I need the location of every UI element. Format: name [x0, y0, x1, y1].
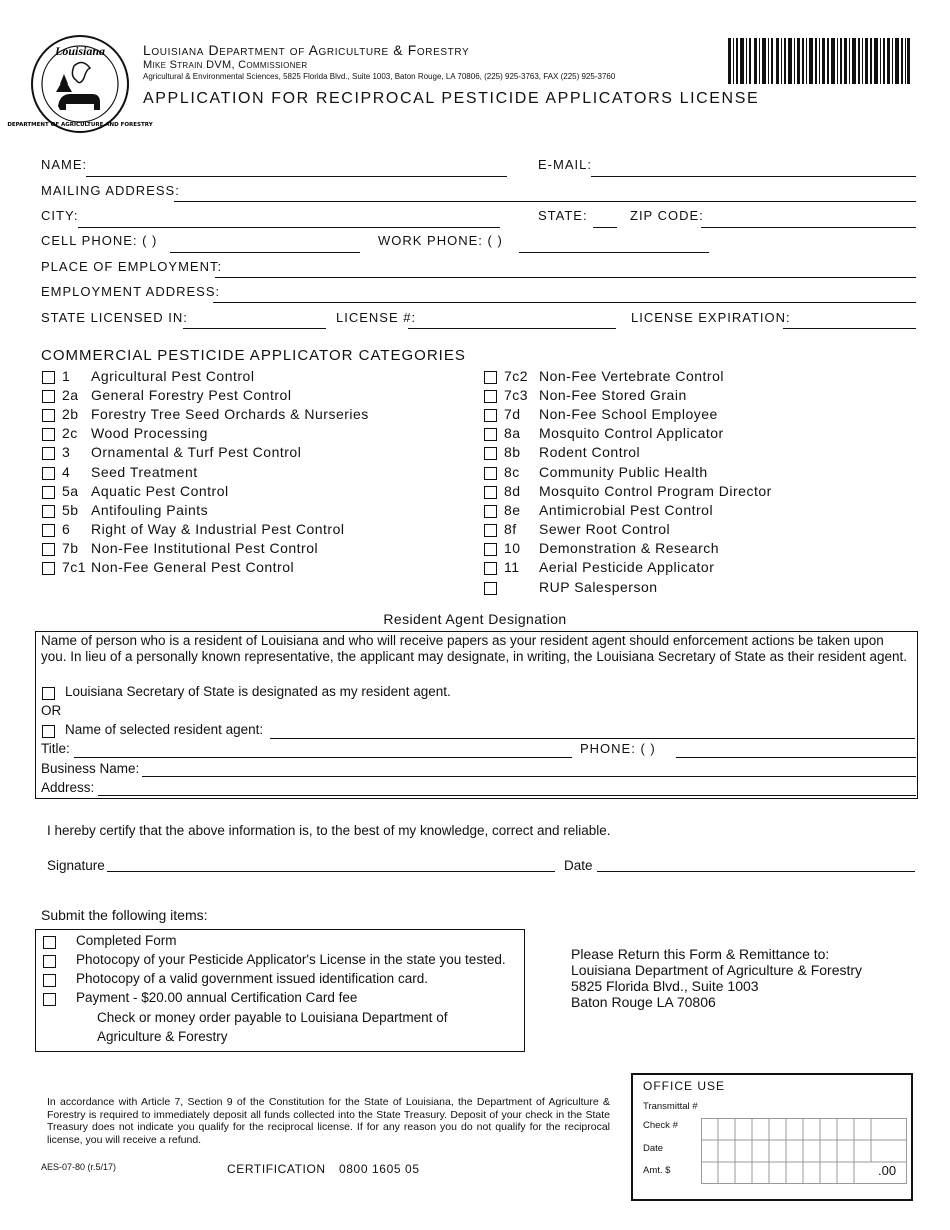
submit-item: Photocopy of your Pesticide Applicator's License in the state you tested.	[76, 952, 506, 967]
cell-phone-input[interactable]	[170, 252, 360, 253]
employment-address-label: EMPLOYMENT ADDRESS:	[41, 284, 221, 299]
submit-item: Payment - $20.00 annual Certification Card fee	[76, 990, 358, 1005]
payment-note: Check or money order payable to Louisiana Department of	[97, 1010, 448, 1025]
place-of-employment-input[interactable]	[215, 277, 916, 278]
license-expiration-label: LICENSE EXPIRATION:	[631, 310, 791, 325]
id-copy-checkbox[interactable]	[43, 974, 56, 987]
form-title: APPLICATION FOR RECIPROCAL PESTICIDE APPLICATORS LICENSE	[143, 90, 760, 107]
check-number-label: Check #	[643, 1120, 678, 1131]
place-of-employment-label: PLACE OF EMPLOYMENT:	[41, 259, 223, 274]
submit-item: Photocopy of a valid government issued identification card.	[76, 971, 428, 986]
name-input[interactable]	[86, 176, 507, 177]
category-checkbox[interactable]	[484, 486, 497, 499]
return-heading: Please Return this Form & Remittance to:	[571, 946, 830, 962]
work-phone-input[interactable]	[519, 252, 709, 253]
resident-agent-heading: Resident Agent Designation	[383, 611, 567, 627]
seal-ring-text: DEPARTMENT OF AGRICULTURE AND FORESTRY	[7, 122, 153, 128]
office-use-grid[interactable]	[701, 1118, 908, 1184]
category-checkbox[interactable]	[42, 486, 55, 499]
mailing-address-input[interactable]	[174, 201, 916, 202]
office-date-label: Date	[643, 1143, 664, 1154]
form-number: AES-07-80 (r.5/17)	[41, 1162, 117, 1172]
work-phone-label: WORK PHONE: ( )	[378, 233, 503, 248]
license-expiration-input[interactable]	[783, 328, 916, 329]
category-checkbox[interactable]	[42, 467, 55, 480]
category-checkbox[interactable]	[484, 409, 497, 422]
business-name-input[interactable]	[142, 776, 916, 777]
category-checkbox[interactable]	[484, 562, 497, 575]
submit-item: Completed Form	[76, 933, 177, 948]
category-checkbox[interactable]	[484, 428, 497, 441]
category-checkbox[interactable]	[484, 505, 497, 518]
employment-address-input[interactable]	[213, 302, 916, 303]
state-input[interactable]	[593, 227, 617, 228]
secretary-of-state-option: Louisiana Secretary of State is designated as my resident agent.	[65, 684, 451, 699]
agent-title-input[interactable]	[74, 757, 572, 758]
category-checkbox[interactable]	[484, 524, 497, 537]
agent-phone-input[interactable]	[676, 757, 916, 758]
signature-label: Signature	[47, 858, 105, 873]
category-checkbox[interactable]	[484, 390, 497, 403]
category-checkbox[interactable]	[42, 409, 55, 422]
license-copy-checkbox[interactable]	[43, 955, 56, 968]
return-street: 5825 Florida Blvd., Suite 1003	[571, 978, 759, 994]
department-address: Agricultural & Environmental Sciences, 5825 Florida Blvd., Suite 1003, Baton Rouge, LA 70806, (225) 925-3763, FAX (225) 925-3760	[143, 72, 616, 81]
state-licensed-in-label: STATE LICENSED IN:	[41, 310, 188, 325]
amount-cents: .00	[878, 1163, 897, 1178]
secretary-of-state-checkbox[interactable]	[42, 687, 55, 700]
agent-phone-label: PHONE: ( )	[580, 741, 656, 756]
deposit-notice: In accordance with Article 7, Section 9 of the Constitution for the State of Louisiana, the Department of Agriculture & Forestry is required to immediately deposit all funds collected into the State Treasury. Deposit of your check in the State Treasury does not indicate you qualify for the reciprocal license. If for any reason you do not qualify for the reciprocal license, you will receive a refund.	[47, 1096, 610, 1146]
category-checkbox[interactable]	[42, 562, 55, 575]
category-checkbox[interactable]	[42, 505, 55, 518]
commissioner-name: Mike Strain DVM, Commissioner	[143, 59, 308, 71]
category-checkbox[interactable]	[42, 543, 55, 556]
agent-title-label: Title:	[41, 741, 70, 756]
certification-statement: I hereby certify that the above information is, to the best of my knowledge, correct and reliable.	[47, 823, 611, 838]
agent-address-input[interactable]	[98, 795, 916, 796]
or-label: OR	[41, 703, 62, 718]
license-number-label: LICENSE #:	[336, 310, 417, 325]
business-name-label: Business Name:	[41, 761, 140, 776]
certification-code: 0800 1605 05	[339, 1162, 420, 1176]
named-agent-label: Name of selected resident agent:	[65, 722, 264, 737]
return-address	[571, 946, 862, 1010]
categories-heading: COMMERCIAL PESTICIDE APPLICATOR CATEGORIES	[41, 347, 466, 364]
email-label: E-MAIL:	[538, 157, 592, 172]
office-use-heading: OFFICE USE	[643, 1079, 726, 1093]
email-input[interactable]	[591, 176, 916, 177]
category-checkbox[interactable]	[42, 524, 55, 537]
signature-input[interactable]	[107, 871, 555, 872]
name-label: NAME:	[41, 157, 88, 172]
barcode	[728, 38, 910, 84]
cell-phone-label: CELL PHONE: ( )	[41, 233, 158, 248]
seal-script: Louisiana	[54, 44, 106, 58]
date-label: Date	[564, 858, 593, 873]
return-department: Louisiana Department of Agriculture & Forestry	[571, 962, 863, 978]
date-input[interactable]	[597, 871, 915, 872]
resident-agent-paragraph: Name of person who is a resident of Louisiana and who will receive papers as your resident agent should enforcement actions be taken upon you. In lieu of a personally known representative, the applicant may designate, in writing, the Louisiana Secretary of State as their resident agent.	[41, 633, 908, 664]
category-checkbox[interactable]	[42, 447, 55, 460]
state-label: STATE:	[538, 208, 588, 223]
category-checkbox[interactable]	[484, 371, 497, 384]
category-checkbox[interactable]	[484, 447, 497, 460]
named-agent-input[interactable]	[270, 738, 915, 739]
certification-label: CERTIFICATION	[227, 1162, 326, 1176]
license-number-input[interactable]	[408, 328, 616, 329]
department-seal	[7, 34, 153, 134]
zip-code-label: ZIP CODE:	[630, 208, 704, 223]
transmittal-label: Transmittal #	[643, 1101, 698, 1112]
submit-heading: Submit the following items:	[41, 907, 208, 923]
category-checkbox[interactable]	[42, 428, 55, 441]
return-city: Baton Rouge LA 70806	[571, 994, 716, 1010]
zip-code-input[interactable]	[701, 227, 916, 228]
department-name: Louisiana Department of Agriculture & Forestry	[143, 42, 470, 58]
category-checkbox[interactable]	[484, 543, 497, 556]
category-checkbox[interactable]	[484, 582, 497, 595]
payment-checkbox[interactable]	[43, 993, 56, 1006]
named-agent-checkbox[interactable]	[42, 725, 55, 738]
category-checkbox[interactable]	[42, 390, 55, 403]
amount-label: Amt. $	[643, 1165, 671, 1176]
city-label: CITY:	[41, 208, 79, 223]
completed-form-checkbox[interactable]	[43, 936, 56, 949]
state-licensed-in-input[interactable]	[183, 328, 326, 329]
category-checkbox[interactable]	[484, 467, 497, 480]
payment-note: Agriculture & Forestry	[97, 1029, 228, 1044]
category-checkbox[interactable]	[42, 371, 55, 384]
city-input[interactable]	[78, 227, 500, 228]
mailing-address-label: MAILING ADDRESS:	[41, 183, 180, 198]
agent-address-label: Address:	[41, 780, 95, 795]
